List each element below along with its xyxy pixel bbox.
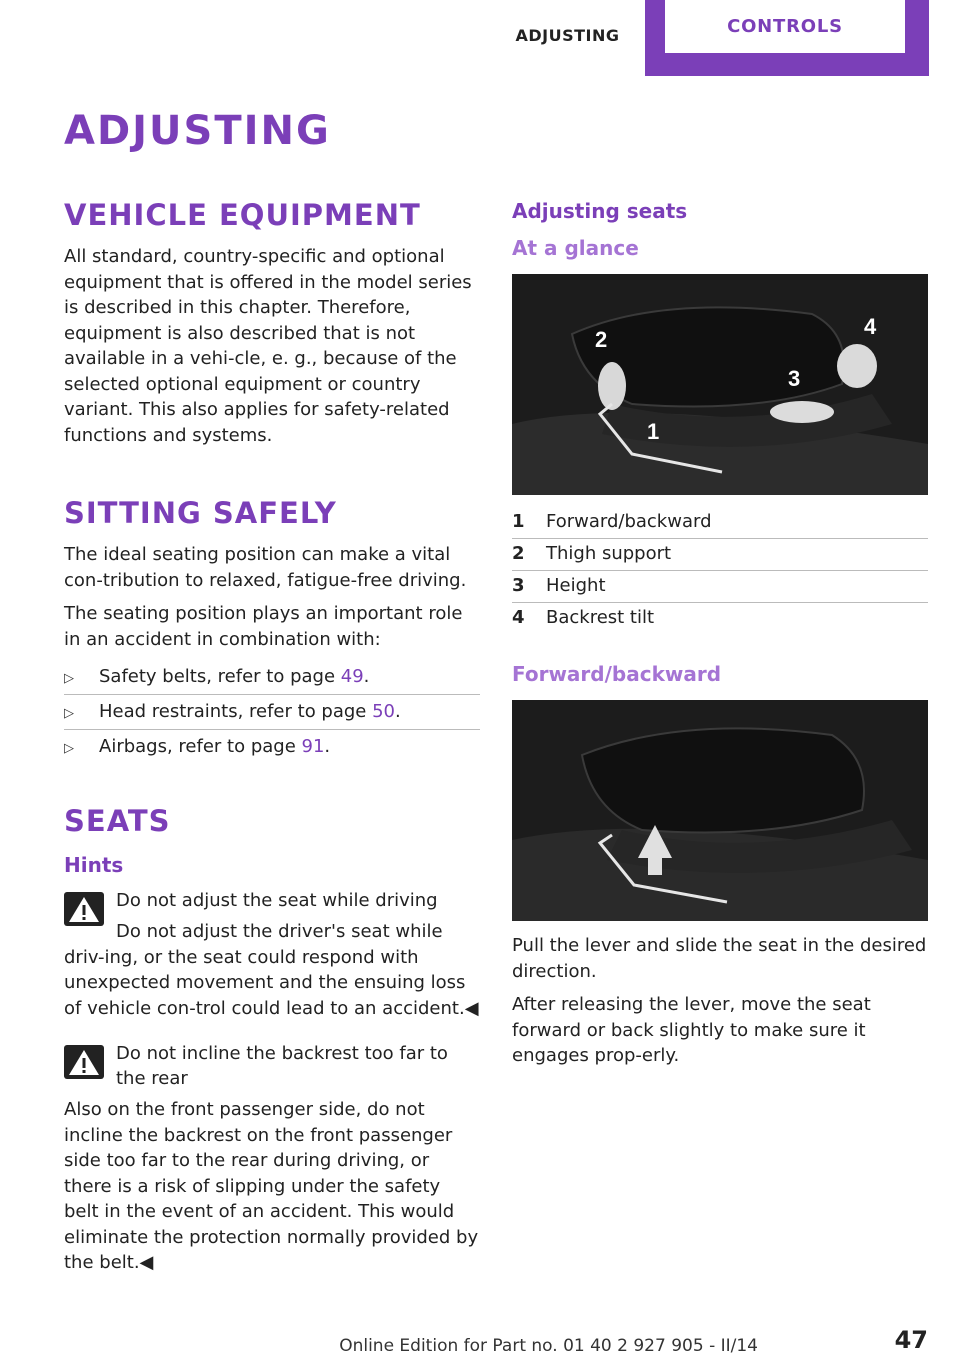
page-link-49[interactable]: 49	[340, 666, 364, 687]
vehicle-equipment-heading: VEHICLE EQUIPMENT	[64, 198, 421, 232]
seat-controls-legend	[512, 507, 928, 634]
forward-backward-photo	[512, 700, 928, 921]
warning-title: Do not incline the backrest too far to the rear	[116, 1043, 448, 1089]
hints-heading: Hints	[64, 853, 124, 877]
footer	[0, 1318, 960, 1358]
warning-body: Do not adjust the driver's seat while driv-ing, or the seat could respond with unexpected movement and the ensuing loss of vehicle con-trol could lead to an accident.◀	[64, 921, 479, 1019]
warning-icon	[64, 1045, 104, 1079]
forward-backward-heading: Forward/backward	[512, 662, 722, 686]
list-item: ▷ Airbags, refer to page 91.	[64, 730, 480, 764]
warning-body: Also on the front passenger side, do not incline the backrest on the front passenger side too far to the rear during driving, or there is a risk of slipping under the safety belt in the event of an accident. This would eliminate the protection normally provided by the belt.◀	[64, 1099, 479, 1273]
chapter-title: ADJUSTING	[64, 108, 331, 154]
warning-block	[64, 1041, 480, 1276]
section-tab[interactable]: ADJUSTING	[515, 25, 620, 45]
page-link-91[interactable]: 91	[301, 736, 325, 757]
legend-item: 4 Backrest tilt	[512, 607, 655, 628]
page-link-50[interactable]: 50	[372, 701, 396, 722]
adjusting-seats-heading: Adjusting seats	[512, 199, 688, 223]
triangle-bullet-icon: ▷	[64, 741, 74, 756]
list-item: ▷ Safety belts, refer to page 49.	[64, 660, 480, 695]
at-a-glance-heading: At a glance	[512, 236, 639, 260]
callout-1: 1	[647, 419, 660, 444]
list-item: ▷ Head restraints, refer to page 50.	[64, 695, 480, 730]
callout-3: 3	[788, 366, 801, 391]
sitting-safely-para1: The ideal seating position can make a vital con-tribution to relaxed, fatigue-free driving.	[64, 544, 467, 591]
header-tabs	[490, 0, 930, 76]
sitting-safely-para2: The seating position plays an important role in an accident in combination with:	[64, 603, 463, 650]
list-item-text: Airbags, refer to page	[99, 736, 302, 757]
forward-backward-para1: Pull the lever and slide the seat in the desired direction.	[512, 935, 927, 982]
chapter-tab-label: CONTROLS	[665, 0, 905, 53]
warning-block	[64, 888, 480, 1021]
legend-item: 3 Height	[512, 571, 928, 603]
right-column	[512, 196, 928, 1077]
list-item-text: Safety belts, refer to page	[99, 666, 341, 687]
legend-item: 2 Thigh support	[512, 539, 928, 571]
warning-title: Do not adjust the seat while driving	[116, 890, 438, 911]
page-number: 47	[894, 1326, 928, 1354]
forward-backward-para2: After releasing the lever, move the seat forward or back slightly to make sure it engages prop-erly.	[512, 994, 871, 1066]
triangle-bullet-icon: ▷	[64, 706, 74, 721]
list-item-text: Head restraints, refer to page	[99, 701, 373, 722]
callout-4: 4	[864, 314, 877, 339]
left-column	[64, 196, 480, 1284]
legend-item: 1 Forward/backward	[512, 507, 928, 539]
vehicle-equipment-body: All standard, country-specific and optional equipment that is offered in the model series is described in this chapter. Therefore, equipment is also described that is not available in a vehi-cle, e. g., because of the selected optional equipment or country variant. This also applies for safety-related functions and systems.	[64, 246, 472, 446]
edition-note: Online Edition for Part no. 01 40 2 927 905 - II/14	[339, 1336, 758, 1356]
chapter-tab[interactable]	[645, 0, 929, 76]
triangle-bullet-icon: ▷	[64, 671, 74, 686]
callout-2: 2	[595, 327, 608, 352]
sitting-safely-heading: SITTING SAFELY	[64, 496, 337, 530]
seat-controls-photo	[512, 274, 928, 495]
seats-heading: SEATS	[64, 804, 171, 838]
sitting-safely-list	[64, 660, 480, 764]
warning-icon	[64, 892, 104, 926]
